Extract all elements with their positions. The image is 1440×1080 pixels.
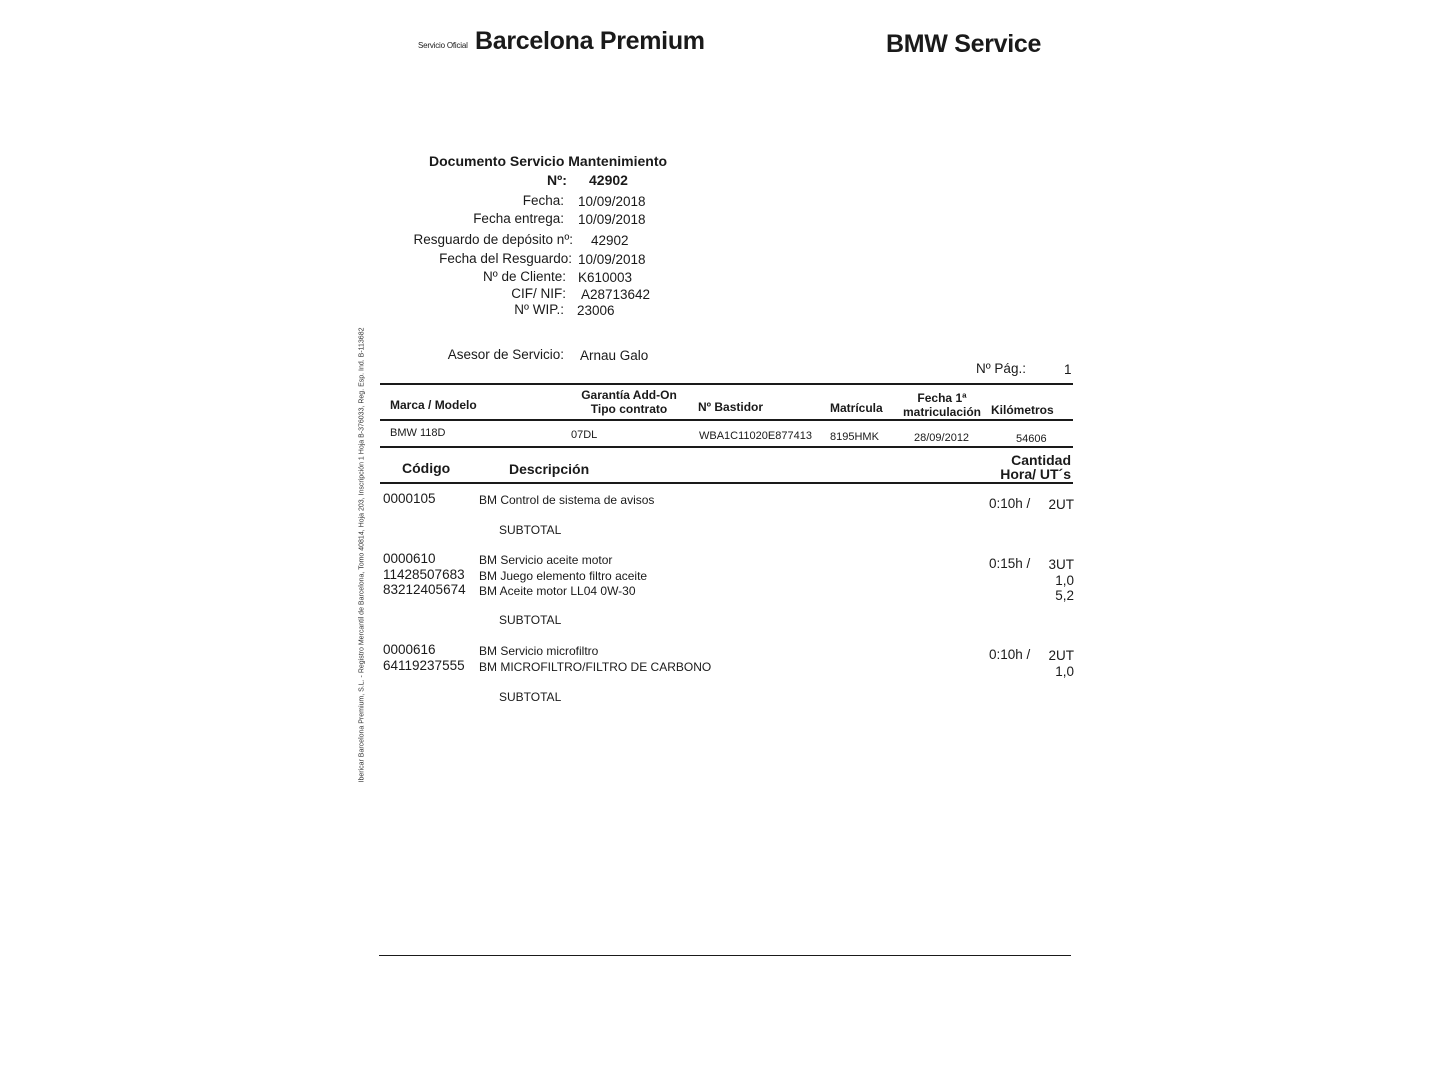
- item-description: BM MICROFILTRO/FILTRO DE CARBONO: [479, 660, 712, 674]
- item-code: 11428507683: [383, 567, 465, 582]
- subtotal-label: SUBTOTAL: [499, 690, 562, 704]
- vehicle-reg-date: 28/09/2012: [914, 432, 970, 444]
- field-label-fecha-entrega: Fecha entrega:: [473, 211, 564, 226]
- item-hours: 0:15h /: [989, 556, 1031, 571]
- item-code: 83212405674: [383, 582, 466, 597]
- item-quantity: 1,0: [1055, 573, 1074, 588]
- item-quantity: 2UT: [1048, 497, 1074, 512]
- field-value-wip: 23006: [577, 303, 615, 318]
- field-label-cif: CIF/ NIF:: [511, 286, 566, 301]
- vehicle-table-bottom-rule: [380, 446, 1073, 448]
- col-header-plate: Matrícula: [830, 401, 883, 415]
- advisor-label: Asesor de Servicio:: [447, 347, 564, 362]
- field-value-fecha-entrega: 10/09/2018: [578, 212, 646, 227]
- brand-name: BMW Service: [886, 30, 1042, 58]
- item-code: 64119237555: [383, 658, 465, 673]
- item-hours: 0:10h /: [989, 647, 1031, 662]
- vehicle-model: BMW 118D: [390, 427, 446, 439]
- item-quantity: 1,0: [1055, 664, 1074, 679]
- field-value-resguardo: 42902: [591, 233, 629, 248]
- subtotal-label: SUBTOTAL: [499, 523, 562, 537]
- item-description: BM Aceite motor LL04 0W-30: [479, 584, 636, 598]
- servicio-oficial-label: Servicio Oficial: [418, 41, 468, 50]
- item-description: BM Juego elemento filtro aceite: [479, 569, 648, 583]
- field-label-cliente: Nº de Cliente:: [483, 269, 566, 284]
- item-code: 0000616: [383, 642, 436, 657]
- item-code: 0000610: [383, 551, 436, 566]
- field-label-resguardo: Resguardo de depósito nº:: [413, 232, 573, 247]
- page-number: 1: [1064, 362, 1072, 377]
- vehicle-plate: 8195HMK: [830, 431, 879, 443]
- item-description: BM Control de sistema de avisos: [479, 493, 655, 507]
- field-label-fecha-resguardo: Fecha del Resguardo:: [439, 251, 572, 266]
- col-header-warranty: Garantía Add-On: [581, 388, 677, 402]
- item-quantity: 2UT: [1048, 648, 1074, 663]
- col-header-description: Descripción: [509, 461, 590, 477]
- items-table-header-rule: [380, 482, 1073, 484]
- col-header-quantity: Cantidad: [1011, 452, 1071, 468]
- document-number-label: Nº:: [547, 172, 567, 188]
- item-code: 0000105: [383, 491, 436, 506]
- col-header-km: Kilómetros: [991, 403, 1054, 417]
- document-number: 42902: [589, 172, 628, 188]
- vehicle-table-header-rule: [380, 419, 1073, 421]
- item-description: BM Servicio microfiltro: [479, 644, 599, 658]
- vehicle-km: 54606: [1016, 433, 1047, 445]
- col-header-vin: Nº Bastidor: [698, 400, 764, 414]
- item-quantity: 5,2: [1055, 588, 1074, 603]
- footer-rule: [379, 955, 1071, 956]
- field-value-cif: A28713642: [581, 287, 651, 302]
- dealer-name: Barcelona Premium: [475, 27, 705, 55]
- vehicle-vin: WBA1C11020E877413: [699, 430, 812, 442]
- col-header-contract: Tipo contrato: [590, 402, 668, 416]
- field-value-cliente: K610003: [578, 270, 633, 285]
- col-header-code: Código: [402, 460, 451, 476]
- field-label-fecha: Fecha:: [522, 193, 564, 208]
- col-header-model: Marca / Modelo: [390, 398, 477, 412]
- item-description: BM Servicio aceite motor: [479, 553, 613, 567]
- col-header-reg-date-2: matriculación: [902, 405, 982, 419]
- field-value-fecha: 10/09/2018: [578, 194, 646, 209]
- col-header-reg-date: Fecha 1ª: [917, 391, 967, 405]
- legal-side-text: Ibericar Barcelona Premium, S.L. - Registro Mercantil de Barcelona, Tomo 40814, Hoja 203, Inscripción 1 Hoja B-376033, Reg. Esp. Ind. B-113682: [358, 327, 366, 783]
- advisor-name: Arnau Galo: [580, 348, 649, 363]
- subtotal-label: SUBTOTAL: [499, 613, 562, 627]
- col-header-hours: Hora/ UT´s: [1000, 466, 1071, 482]
- vehicle-table-top-rule: [380, 383, 1073, 385]
- item-quantity: 3UT: [1048, 557, 1074, 572]
- document-title: Documento Servicio Mantenimiento: [429, 153, 668, 169]
- field-label-wip: Nº WIP.:: [514, 302, 564, 317]
- field-value-fecha-resguardo: 10/09/2018: [578, 252, 646, 267]
- page-label: Nº Pág.:: [976, 361, 1026, 376]
- vehicle-contract: 07DL: [571, 429, 598, 441]
- item-hours: 0:10h /: [989, 496, 1031, 511]
